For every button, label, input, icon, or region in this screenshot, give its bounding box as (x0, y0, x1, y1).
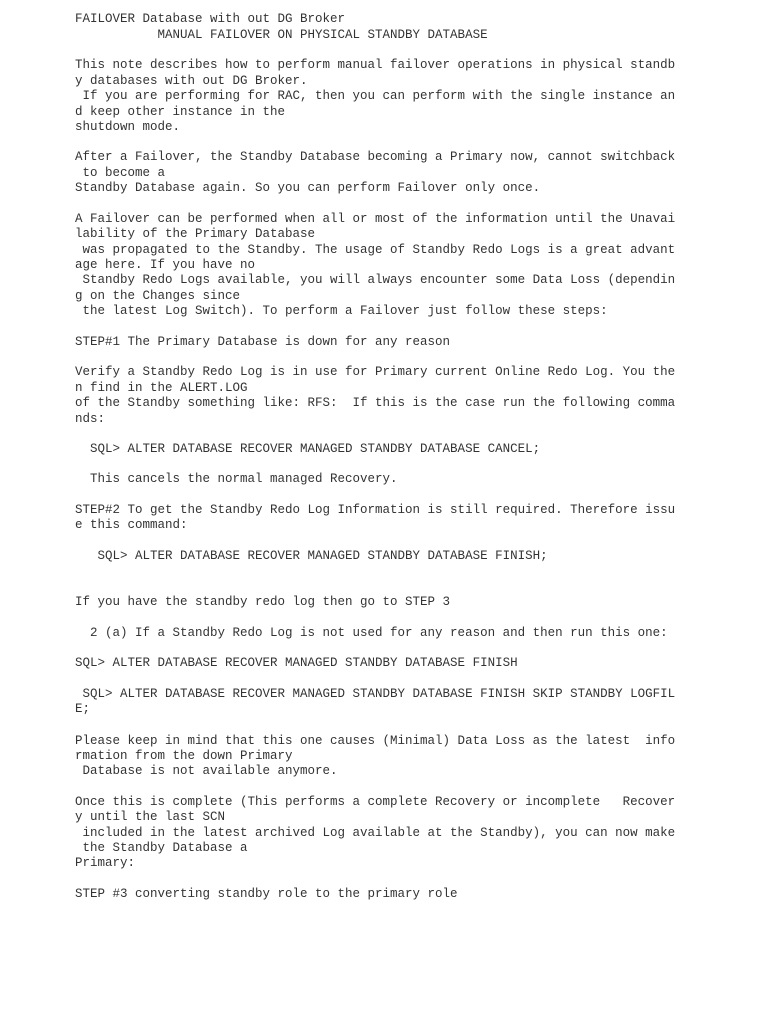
text-line: was propagated to the Standby. The usage of Standby Redo Logs is a great advant (75, 243, 676, 257)
sql-command: SQL> ALTER DATABASE RECOVER MANAGED STANDBY DATABASE CANCEL; (75, 442, 541, 456)
text-line: Primary: (75, 856, 136, 870)
text-line: Please keep in mind that this one causes (Minimal) Data Loss as the latest info (75, 734, 676, 748)
text-line: g on the Changes since (75, 289, 241, 303)
document-title: FAILOVER Database with out DG Broker (75, 12, 346, 26)
text-line: After a Failover, the Standby Database becoming a Primary now, cannot switchback (75, 150, 676, 164)
text-line: y until the last SCN (75, 810, 226, 824)
text-line: lability of the Primary Database (75, 227, 316, 241)
sql-command: SQL> ALTER DATABASE RECOVER MANAGED STANDBY DATABASE FINISH; (75, 549, 548, 563)
text-line: to become a (75, 166, 166, 180)
text-line: This cancels the normal managed Recovery. (75, 472, 398, 486)
text-line: Once this is complete (This performs a complete Recovery or incomplete Recover (75, 795, 676, 809)
document-subtitle: MANUAL FAILOVER ON PHYSICAL STANDBY DATABASE (75, 28, 488, 42)
step-heading: STEP#2 To get the Standby Redo Log Information is still required. Therefore issu (75, 503, 676, 517)
text-line: A Failover can be performed when all or most of the information until the Unavai (75, 212, 676, 226)
text-line: the latest Log Switch). To perform a Failover just follow these steps: (75, 304, 608, 318)
text-line: Database is not available anymore. (75, 764, 338, 778)
text-line: Standby Database again. So you can perform Failover only once. (75, 181, 541, 195)
sql-command: SQL> ALTER DATABASE RECOVER MANAGED STANDBY DATABASE FINISH SKIP STANDBY LOGFIL (75, 687, 676, 701)
text-line: y databases with out DG Broker. (75, 74, 308, 88)
text-line: rmation from the down Primary (75, 749, 293, 763)
text-line: e this command: (75, 518, 188, 532)
step-heading: STEP #3 converting standby role to the primary role (75, 887, 458, 901)
sql-command: SQL> ALTER DATABASE RECOVER MANAGED STANDBY DATABASE FINISH (75, 656, 518, 670)
text-line: 2 (a) If a Standby Redo Log is not used for any reason and then run this one: (75, 626, 668, 640)
text-line: nds: (75, 412, 106, 426)
text-line: of the Standby something like: RFS: If this is the case run the following comma (75, 396, 676, 410)
text-line: If you are performing for RAC, then you can perform with the single instance an (75, 89, 676, 103)
text-line: included in the latest archived Log available at the Standby), you can now make (75, 826, 676, 840)
text-line: n find in the ALERT.LOG (75, 381, 248, 395)
text-line: If you have the standby redo log then go to STEP 3 (75, 595, 451, 609)
text-line: shutdown mode. (75, 120, 181, 134)
step-heading: STEP#1 The Primary Database is down for any reason (75, 335, 451, 349)
text-line: Standby Redo Logs available, you will always encounter some Data Loss (dependin (75, 273, 676, 287)
sql-command: E; (75, 702, 91, 716)
text-line: age here. If you have no (75, 258, 256, 272)
text-line: the Standby Database a (75, 841, 248, 855)
text-line: d keep other instance in the (75, 105, 286, 119)
text-line: This note describes how to perform manual failover operations in physical standb (75, 58, 676, 72)
text-line: Verify a Standby Redo Log is in use for Primary current Online Redo Log. You the (75, 365, 676, 379)
